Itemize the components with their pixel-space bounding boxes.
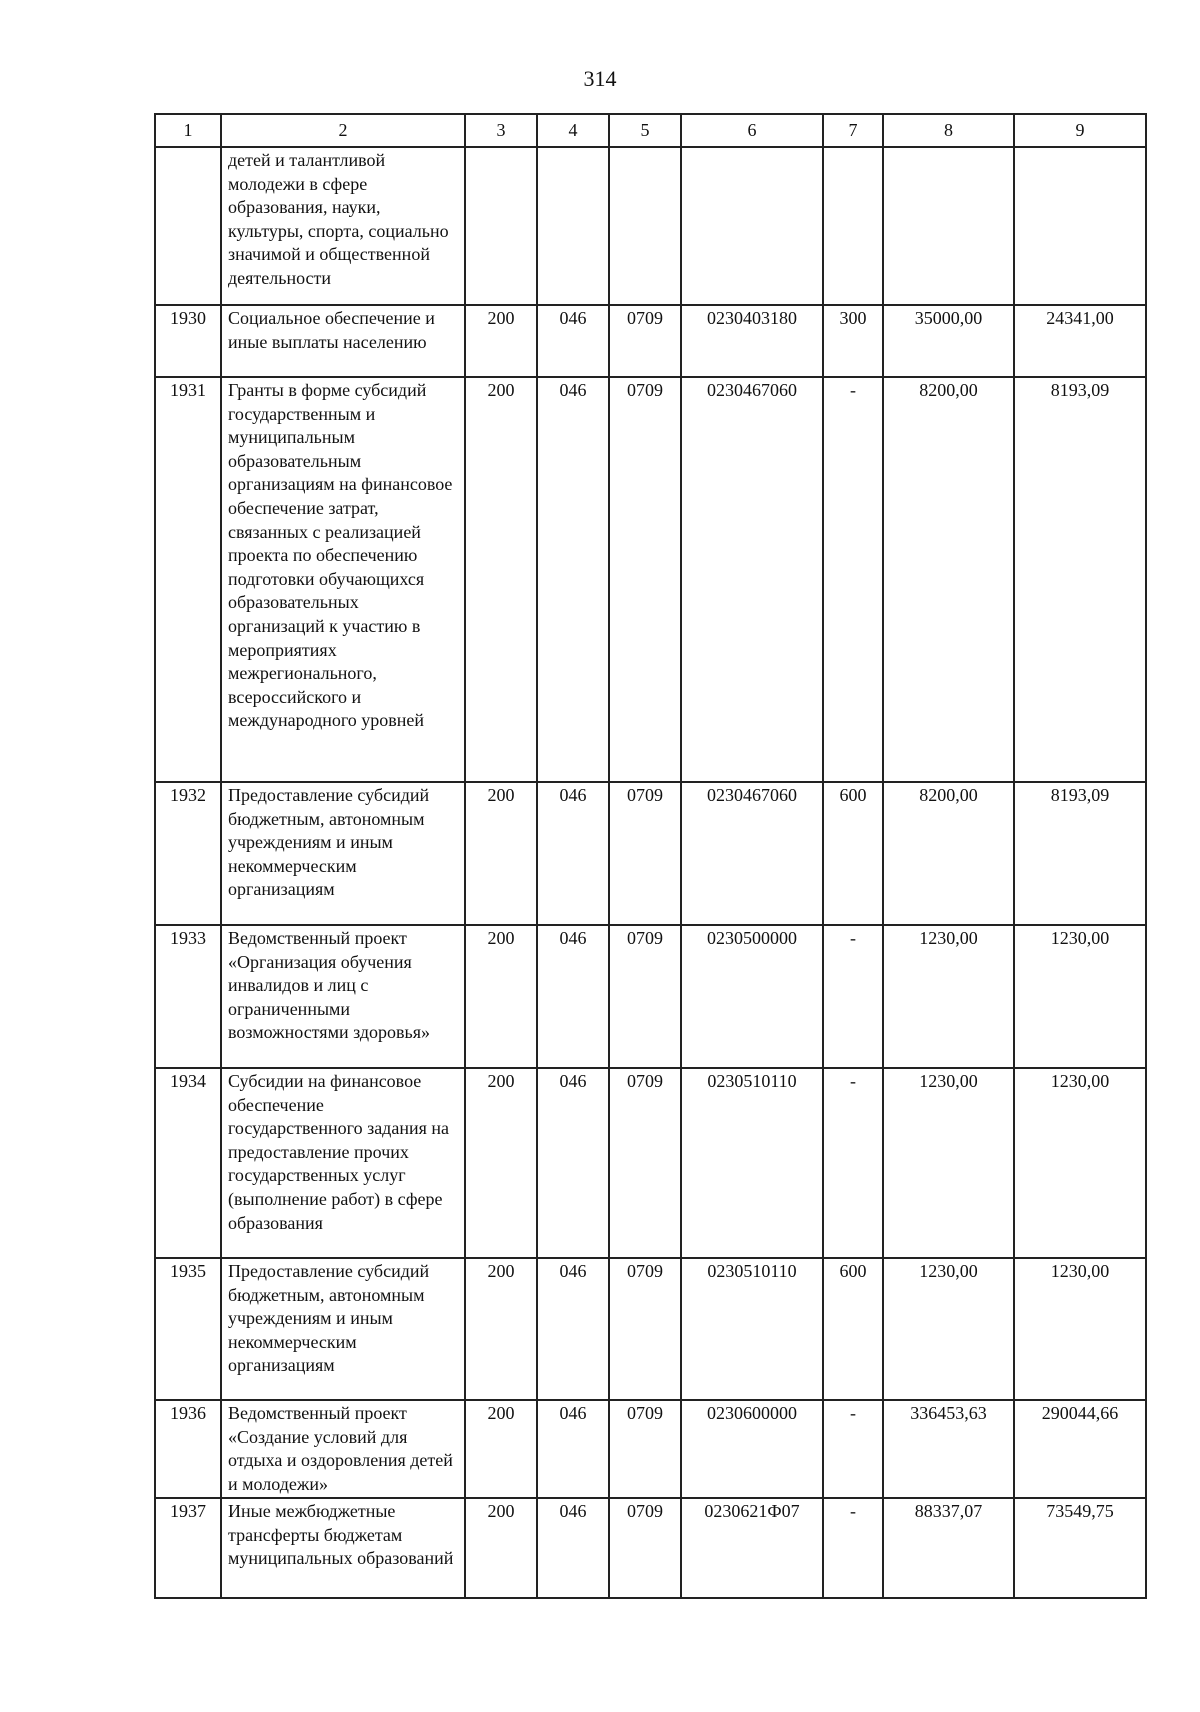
cell-c5: 0709	[609, 1400, 681, 1498]
cell-c9: 1230,00	[1014, 1258, 1146, 1400]
cell-c9: 8193,09	[1014, 377, 1146, 782]
cell-c9: 73549,75	[1014, 1498, 1146, 1598]
cell-c6: 0230467060	[681, 782, 823, 925]
cell-c6	[681, 147, 823, 305]
row-number: 1932	[155, 782, 221, 925]
row-name: Социальное обеспечение и иные выплаты населению	[221, 305, 465, 377]
table-row	[155, 1400, 1146, 1498]
cell-c4: 046	[537, 1498, 609, 1598]
row-number	[155, 147, 221, 305]
cell-c7: 600	[823, 782, 883, 925]
row-number: 1931	[155, 377, 221, 782]
table-row	[155, 305, 1146, 377]
cell-c6: 0230600000	[681, 1400, 823, 1498]
header-row	[155, 114, 1146, 147]
cell-c3: 200	[465, 377, 537, 782]
cell-c9: 1230,00	[1014, 925, 1146, 1068]
cell-c8	[883, 147, 1014, 305]
cell-c6: 0230510110	[681, 1258, 823, 1400]
cell-c3: 200	[465, 1068, 537, 1258]
cell-c4: 046	[537, 782, 609, 925]
column-header: 7	[823, 114, 883, 147]
cell-c3: 200	[465, 925, 537, 1068]
cell-c3: 200	[465, 1258, 537, 1400]
cell-c8: 1230,00	[883, 1068, 1014, 1258]
cell-c3	[465, 147, 537, 305]
table-row	[155, 782, 1146, 925]
column-header: 6	[681, 114, 823, 147]
column-header: 1	[155, 114, 221, 147]
column-header: 5	[609, 114, 681, 147]
cell-c4: 046	[537, 1258, 609, 1400]
cell-c9	[1014, 147, 1146, 305]
cell-c3: 200	[465, 305, 537, 377]
column-header: 3	[465, 114, 537, 147]
row-name: Предоставление субсидий бюджетным, автономным учреждениям и иным некоммерческим организациям	[221, 782, 465, 925]
cell-c5: 0709	[609, 925, 681, 1068]
cell-c5: 0709	[609, 1498, 681, 1598]
cell-c6: 0230403180	[681, 305, 823, 377]
table-row	[155, 377, 1146, 782]
cell-c6: 0230500000	[681, 925, 823, 1068]
cell-c8: 8200,00	[883, 377, 1014, 782]
cell-c5: 0709	[609, 1068, 681, 1258]
budget-table	[154, 113, 1147, 1599]
row-name: Ведомственный проект «Организация обучения инвалидов и лиц с ограниченными возможностями здоровья»	[221, 925, 465, 1068]
table-row	[155, 925, 1146, 1068]
row-number: 1930	[155, 305, 221, 377]
row-name: детей и талантливой молодежи в сфере образования, науки, культуры, спорта, социально значимой и общественной деятельности	[221, 147, 465, 305]
cell-c9: 1230,00	[1014, 1068, 1146, 1258]
table-row	[155, 1498, 1146, 1598]
row-name: Субсидии на финансовое обеспечение государственного задания на предоставление прочих государственных услуг (выполнение работ) в сфере образования	[221, 1068, 465, 1258]
cell-c8: 1230,00	[883, 1258, 1014, 1400]
row-number: 1935	[155, 1258, 221, 1400]
cell-c8: 8200,00	[883, 782, 1014, 925]
cell-c5	[609, 147, 681, 305]
cell-c5: 0709	[609, 1258, 681, 1400]
cell-c7: 300	[823, 305, 883, 377]
column-header: 8	[883, 114, 1014, 147]
cell-c9: 24341,00	[1014, 305, 1146, 377]
cell-c6: 0230621Ф07	[681, 1498, 823, 1598]
cell-c4: 046	[537, 925, 609, 1068]
cell-c6: 0230467060	[681, 377, 823, 782]
cell-c6: 0230510110	[681, 1068, 823, 1258]
table-row	[155, 147, 1146, 305]
cell-c7: 600	[823, 1258, 883, 1400]
cell-c4: 046	[537, 305, 609, 377]
cell-c3: 200	[465, 1498, 537, 1598]
page-number: 314	[583, 66, 617, 91]
cell-c8: 88337,07	[883, 1498, 1014, 1598]
cell-c8: 336453,63	[883, 1400, 1014, 1498]
row-number: 1936	[155, 1400, 221, 1498]
cell-c5: 0709	[609, 782, 681, 925]
cell-c7	[823, 147, 883, 305]
cell-c9: 8193,09	[1014, 782, 1146, 925]
row-name: Гранты в форме субсидий государственным и муниципальным образовательным организациям на финансовое обеспечение затрат, связанных с реализацией проекта по обеспечению подготовки обучающихся образовательных организаций к участию в мероприятиях межрегионального, всероссийского и международного уровней	[221, 377, 465, 782]
cell-c4: 046	[537, 377, 609, 782]
table-row	[155, 1258, 1146, 1400]
column-header: 4	[537, 114, 609, 147]
cell-c3: 200	[465, 1400, 537, 1498]
cell-c4: 046	[537, 1068, 609, 1258]
table-row	[155, 1068, 1146, 1258]
cell-c4	[537, 147, 609, 305]
cell-c5: 0709	[609, 377, 681, 782]
row-name: Иные межбюджетные трансферты бюджетам муниципальных образований	[221, 1498, 465, 1598]
column-header: 2	[221, 114, 465, 147]
row-number: 1934	[155, 1068, 221, 1258]
row-name: Ведомственный проект «Создание условий для отдыха и оздоровления детей и молодежи»	[221, 1400, 465, 1498]
cell-c7: -	[823, 1400, 883, 1498]
row-name: Предоставление субсидий бюджетным, автономным учреждениям и иным некоммерческим организациям	[221, 1258, 465, 1400]
row-number: 1937	[155, 1498, 221, 1598]
cell-c7: -	[823, 1068, 883, 1258]
cell-c9: 290044,66	[1014, 1400, 1146, 1498]
cell-c8: 1230,00	[883, 925, 1014, 1068]
cell-c8: 35000,00	[883, 305, 1014, 377]
cell-c3: 200	[465, 782, 537, 925]
column-header: 9	[1014, 114, 1146, 147]
cell-c7: -	[823, 377, 883, 782]
cell-c7: -	[823, 1498, 883, 1598]
cell-c5: 0709	[609, 305, 681, 377]
row-number: 1933	[155, 925, 221, 1068]
cell-c7: -	[823, 925, 883, 1068]
cell-c4: 046	[537, 1400, 609, 1498]
